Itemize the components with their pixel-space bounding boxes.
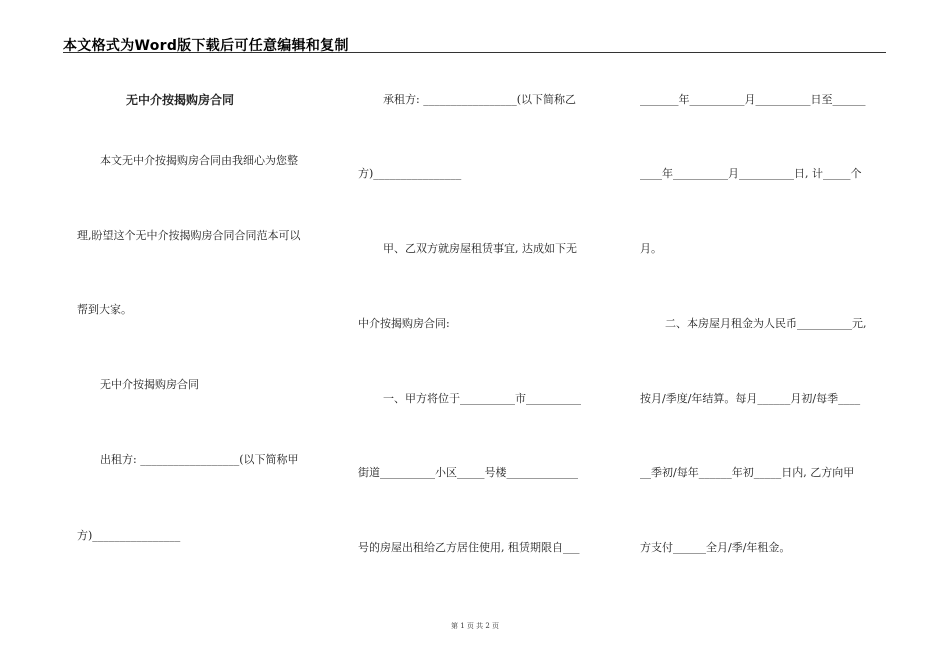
paragraph-line: 无中介按揭购房合同 <box>100 378 199 391</box>
paragraph-line: _______年__________月__________日至______ <box>640 93 866 106</box>
paragraph-line: 帮到大家。 <box>77 303 132 316</box>
page-number: 第 1 页 共 2 页 <box>450 622 500 630</box>
header-title: 本文格式为Word版下载后可任意编辑和复制 <box>63 38 349 54</box>
paragraph-line: 按月/季度/年结算。每月______月初/每季____ <box>640 392 861 405</box>
paragraph-line: 街道__________小区_____号楼_____________ <box>358 466 578 479</box>
paragraph-line: 一、甲方将位于__________市__________ <box>383 392 581 405</box>
column-2 <box>358 0 603 672</box>
paragraph-line: 月。 <box>640 242 662 255</box>
paragraph-line: 理,盼望这个无中介按揭购房合同合同范本可以 <box>77 229 301 242</box>
paragraph-line: 甲、乙双方就房屋租赁事宜, 达成如下无 <box>383 242 577 255</box>
paragraph-line: 方支付______全月/季/年租金。 <box>640 541 791 554</box>
column-1 <box>77 0 322 672</box>
paragraph-line: 方)________________ <box>358 167 462 180</box>
column-3 <box>640 0 885 672</box>
paragraph-line: ____年__________月__________日, 计_____个 <box>640 167 862 180</box>
paragraph-line: 本文无中介按揭购房合同由我细心为您整 <box>100 154 298 167</box>
paragraph-line: 中介按揭购房合同: <box>358 317 450 330</box>
paragraph-line: 二、本房屋月租金为人民币__________元, <box>665 317 867 330</box>
paragraph-line: __季初/每年______年初_____日内, 乙方向甲 <box>640 466 855 479</box>
paragraph-line: 方)________________ <box>77 529 181 542</box>
paragraph-line: 出租方: __________________(以下简称甲 <box>100 453 299 466</box>
document-title: 无中介按揭购房合同 <box>126 93 235 107</box>
paragraph-line: 承租方: _________________(以下简称乙 <box>383 93 576 106</box>
paragraph-line: 号的房屋出租给乙方居住使用, 租赁期限自___ <box>358 541 580 554</box>
